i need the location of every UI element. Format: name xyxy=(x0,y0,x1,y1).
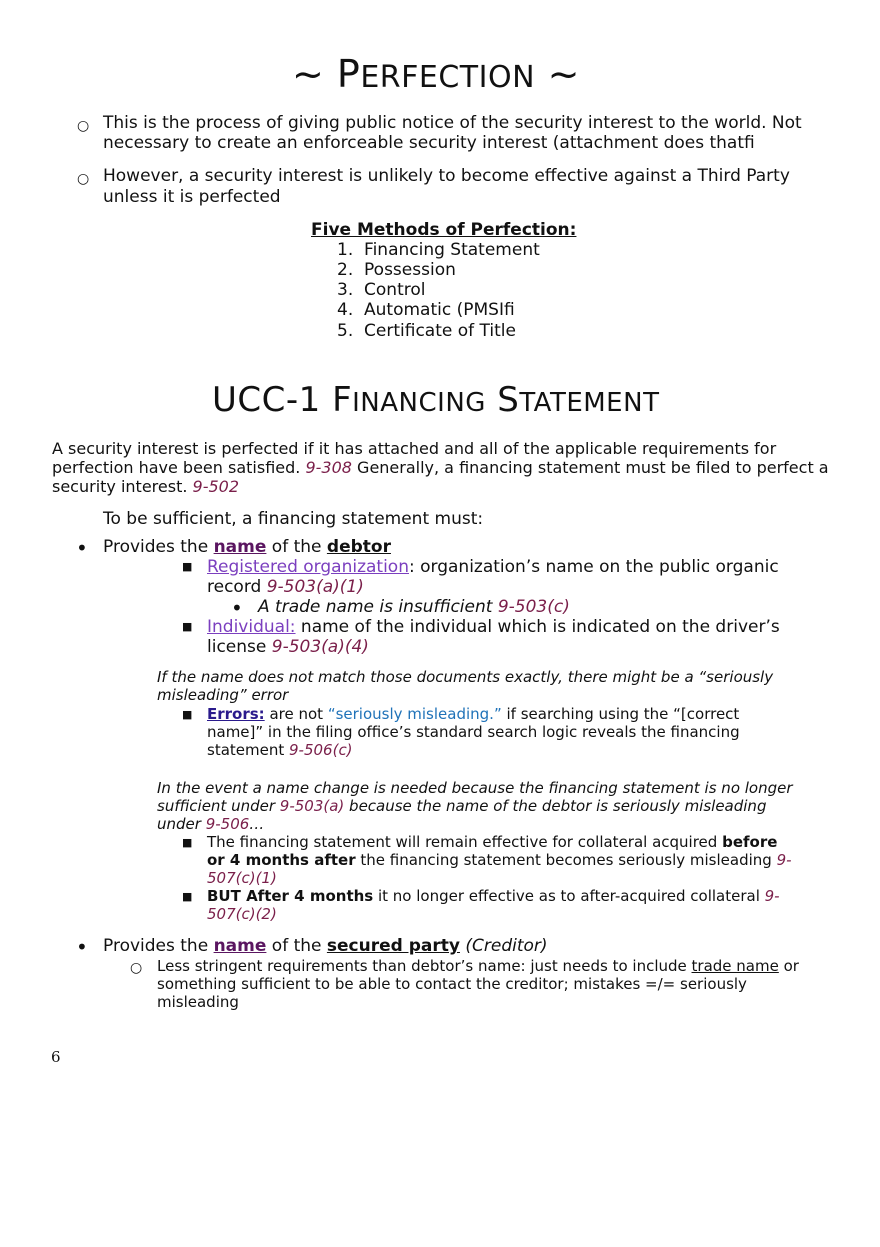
perfection-bullet-1-line-2: necessary to create an enforceable security interest (attachment does thatfi xyxy=(103,133,755,153)
effective-line-2: or 4 months after the financing statement becomes seriously misleading 9- xyxy=(207,851,792,869)
method-item: 3. Control xyxy=(337,280,426,300)
ucc-intro-line-2: perfection have been satisfied. 9-308 Generally, a financing statement must be filed to perfect a xyxy=(52,458,829,477)
individual-line-2: license 9-503(a)(4) xyxy=(207,637,369,657)
individual-line-1: Individual: name of the individual which is indicated on the driver’s xyxy=(207,617,780,637)
less-stringent-line-2: something sufﬁcient to be able to contact the creditor; mistakes =/= seriously xyxy=(157,975,747,993)
method-item: 4. Automatic (PMSIfi xyxy=(337,300,515,320)
perfection-bullet-1-line-1: This is the process of giving public notice of the security interest to the world. Not xyxy=(103,113,802,133)
method-item: 5. Certificate of Title xyxy=(337,321,516,341)
perfection-bullet-2-line-2: unless it is perfected xyxy=(103,187,281,207)
errors-line-2: name]” in the filing ofﬁce’s standard search logic reveals the financing xyxy=(207,723,740,741)
errors-line-3: statement 9-506(c) xyxy=(207,741,353,759)
name-change-line-2: sufﬁcient under 9-503(a) because the name of the debtor is seriously misleading xyxy=(157,797,767,815)
less-stringent-line-3: misleading xyxy=(157,993,239,1011)
ucc-intro-line-1: A security interest is perfected if it has attached and all of the applicable requirements for xyxy=(52,439,777,458)
circle-bullet-icon: ○ xyxy=(77,171,90,187)
square-bullet-icon: ■ xyxy=(182,620,193,633)
perfection-bullet-2-line-1: However, a security interest is unlikely to become effective against a Third Party xyxy=(103,166,790,186)
dot-bullet-icon: • xyxy=(76,536,88,560)
square-bullet-icon: ■ xyxy=(182,836,193,849)
registered-org-line-1: Registered organization: organization’s name on the public organic xyxy=(207,557,779,577)
sufficient-line: To be sufﬁcient, a financing statement must: xyxy=(103,509,484,529)
effective-cite: 507(c)(1) xyxy=(207,869,277,887)
dot-bullet-icon: • xyxy=(231,596,243,620)
effective-line-1: The financing statement will remain effective for collateral acquired before xyxy=(207,833,778,851)
square-bullet-icon: ■ xyxy=(182,890,193,903)
methods-heading: Five Methods of Perfection: xyxy=(311,220,577,240)
errors-line-1: Errors: are not “seriously misleading.” if searching using the “[correct xyxy=(207,705,740,723)
page-number: 6 xyxy=(51,1048,61,1066)
mismatch-line-1: If the name does not match those documents exactly, there might be a “seriously xyxy=(157,668,774,686)
method-item: 2. Possession xyxy=(337,260,456,280)
after-four-months-line-1: BUT After 4 months it no longer effective as to after-acquired collateral 9- xyxy=(207,887,780,905)
perfection-title: ~ PERFECTION ~ xyxy=(292,52,580,96)
after-four-months-cite: 507(c)(2) xyxy=(207,905,277,923)
circle-bullet-icon: ○ xyxy=(130,960,143,976)
registered-org-line-2: record 9-503(a)(1) xyxy=(207,577,364,597)
method-item: 1. Financing Statement xyxy=(337,240,540,260)
ucc-title: UCC-1 FINANCING STATEMENT xyxy=(212,380,660,420)
square-bullet-icon: ■ xyxy=(182,708,193,721)
dot-bullet-icon: • xyxy=(76,935,88,959)
ucc-intro-line-3: security interest. 9-502 xyxy=(52,477,240,496)
less-stringent-line-1: Less stringent requirements than debtor’s name: just needs to include trade name or xyxy=(157,957,799,975)
square-bullet-icon: ■ xyxy=(182,560,193,573)
name-change-line-3: under 9-506… xyxy=(157,815,265,833)
trade-name-line: A trade name is insufﬁcient 9-503(c) xyxy=(258,597,570,617)
secured-party-point: Provides the name of the secured party (Creditor) xyxy=(103,936,548,956)
mismatch-line-2: misleading” error xyxy=(157,686,289,704)
name-change-line-1: In the event a name change is needed because the financing statement is no longer xyxy=(157,779,793,797)
circle-bullet-icon: ○ xyxy=(77,118,90,134)
debtor-name-point: Provides the name of the debtor xyxy=(103,537,391,557)
